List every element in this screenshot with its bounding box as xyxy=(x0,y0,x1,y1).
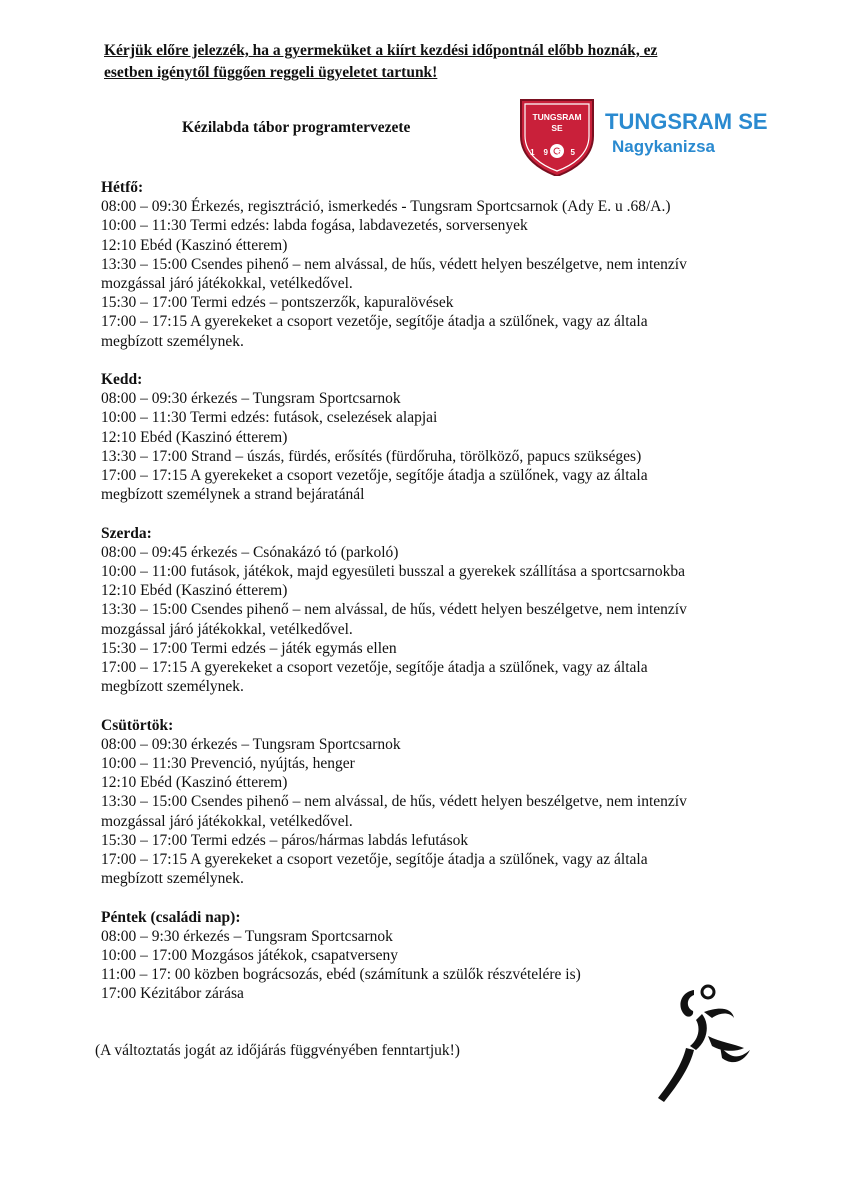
schedule-line: 10:00 – 11:00 futások, játékok, majd egyesületi busszal a gyerekek szállítása a sportcsarnokba xyxy=(101,563,685,581)
notice-line-2: esetben igénytől függően reggeli ügyeletet tartunk! xyxy=(104,64,438,81)
day-block xyxy=(101,178,761,351)
schedule-line: 17:00 Kézitábor zárása xyxy=(101,985,244,1003)
schedule-line: 17:00 – 17:15 A gyerekeket a csoport vezetője, segítője átadja a szülőnek, vagy az általa xyxy=(101,313,648,331)
schedule-line: megbízott személynek. xyxy=(101,678,244,696)
schedule-line: megbízott személynek a strand bejáratánál xyxy=(101,486,365,504)
schedule-line: 12:10 Ebéd (Kaszinó étterem) xyxy=(101,582,288,600)
logo-city: Nagykanizsa xyxy=(612,137,715,156)
day-block xyxy=(101,524,761,697)
schedule-line: megbízott személynek. xyxy=(101,332,244,350)
schedule-line: 08:00 – 09:30 érkezés – Tungsram Sportcsarnok xyxy=(101,735,401,753)
schedule-line: 13:30 – 15:00 Csendes pihenő – nem alvással, de hűs, védett helyen beszélgetve, nem intenzív xyxy=(101,255,687,273)
schedule-line: 12:10 Ebéd (Kaszinó étterem) xyxy=(101,774,288,792)
club-logo xyxy=(517,96,768,176)
schedule-line: 08:00 – 09:45 érkezés – Csónakázó tó (parkoló) xyxy=(101,543,399,561)
shield-text-2: SE xyxy=(551,123,563,133)
document-title: Kézilabda tábor programtervezete xyxy=(182,119,411,136)
schedule-line: 11:00 – 17: 00 közben bográcsozás, ebéd (számítunk a szülők részvételére is) xyxy=(101,966,581,984)
schedule-line: 17:00 – 17:15 A gyerekeket a csoport vezetője, segítője átadja a szülőnek, vagy az általa xyxy=(101,851,648,869)
schedule-line: 15:30 – 17:00 Termi edzés – pontszerzők, kapuralövések xyxy=(101,294,454,312)
schedule-line: 13:30 – 15:00 Csendes pihenő – nem alvással, de hűs, védett helyen beszélgetve, nem intenzív xyxy=(101,601,687,619)
schedule-line: 12:10 Ebéd (Kaszinó étterem) xyxy=(101,236,288,254)
shield-year: 1965 xyxy=(530,148,584,157)
schedule-line: 15:30 – 17:00 Termi edzés – páros/hármas labdás lefutások xyxy=(101,831,469,849)
day-heading: Péntek (családi nap): xyxy=(101,908,241,926)
shield-text-1: TUNGSRAM xyxy=(532,112,582,122)
schedule-line: 10:00 – 11:30 Termi edzés: labda fogása, labdavezetés, sorversenyek xyxy=(101,217,528,235)
schedule-line: megbízott személynek. xyxy=(101,870,244,888)
day-block xyxy=(101,370,761,504)
schedule-line: 13:30 – 15:00 Csendes pihenő – nem alvással, de hűs, védett helyen beszélgetve, nem intenzív xyxy=(101,793,687,811)
schedule-line: 15:30 – 17:00 Termi edzés – játék egymás ellen xyxy=(101,639,397,657)
schedule-line: mozgással járó játékokkal, vetélkedővel. xyxy=(101,275,353,293)
footer-note: (A változtatás jogát az időjárás függvényében fenntartjuk!) xyxy=(95,1042,460,1059)
day-heading: Csütörtök: xyxy=(101,716,174,734)
shield-icon xyxy=(517,96,597,176)
schedule-line: 08:00 – 09:30 érkezés – Tungsram Sportcsarnok xyxy=(101,390,401,408)
schedule-line: 10:00 – 11:30 Termi edzés: futások, cselezések alapjai xyxy=(101,409,438,427)
schedule-line: 17:00 – 17:15 A gyerekeket a csoport vezetője, segítője átadja a szülőnek, vagy az általa xyxy=(101,659,648,677)
schedule-line: 10:00 – 11:30 Prevenció, nyújtás, henger xyxy=(101,755,355,773)
handball-player-icon xyxy=(650,978,760,1118)
logo-name: TUNGSRAM SE xyxy=(605,109,768,134)
schedule-line: mozgással járó játékokkal, vetélkedővel. xyxy=(101,812,353,830)
notice-box xyxy=(104,40,744,84)
day-block xyxy=(101,716,761,889)
notice-line-1: Kérjük előre jelezzék, ha a gyermeküket a kiírt kezdési időpontnál előbb hoznák, ez xyxy=(104,42,658,59)
schedule-line: mozgással járó játékokkal, vetélkedővel. xyxy=(101,620,353,638)
day-heading: Szerda: xyxy=(101,524,152,542)
schedule-line: 17:00 – 17:15 A gyerekeket a csoport vezetője, segítője átadja a szülőnek, vagy az általa xyxy=(101,467,648,485)
schedule-line: 13:30 – 17:00 Strand – úszás, fürdés, erősítés (fürdőruha, törölköző, papucs szükséges) xyxy=(101,447,642,465)
schedule-line: 08:00 – 09:30 Érkezés, regisztráció, ismerkedés - Tungsram Sportcsarnok (Ady E. u .68/A.) xyxy=(101,198,671,216)
schedule-line: 10:00 – 17:00 Mozgásos játékok, csapatverseny xyxy=(101,947,399,965)
schedule-line: 08:00 – 9:30 érkezés – Tungsram Sportcsarnok xyxy=(101,927,393,945)
day-heading: Hétfő: xyxy=(101,179,144,196)
day-heading: Kedd: xyxy=(101,371,143,389)
schedule xyxy=(101,178,761,1023)
schedule-line: 12:10 Ebéd (Kaszinó étterem) xyxy=(101,428,288,446)
